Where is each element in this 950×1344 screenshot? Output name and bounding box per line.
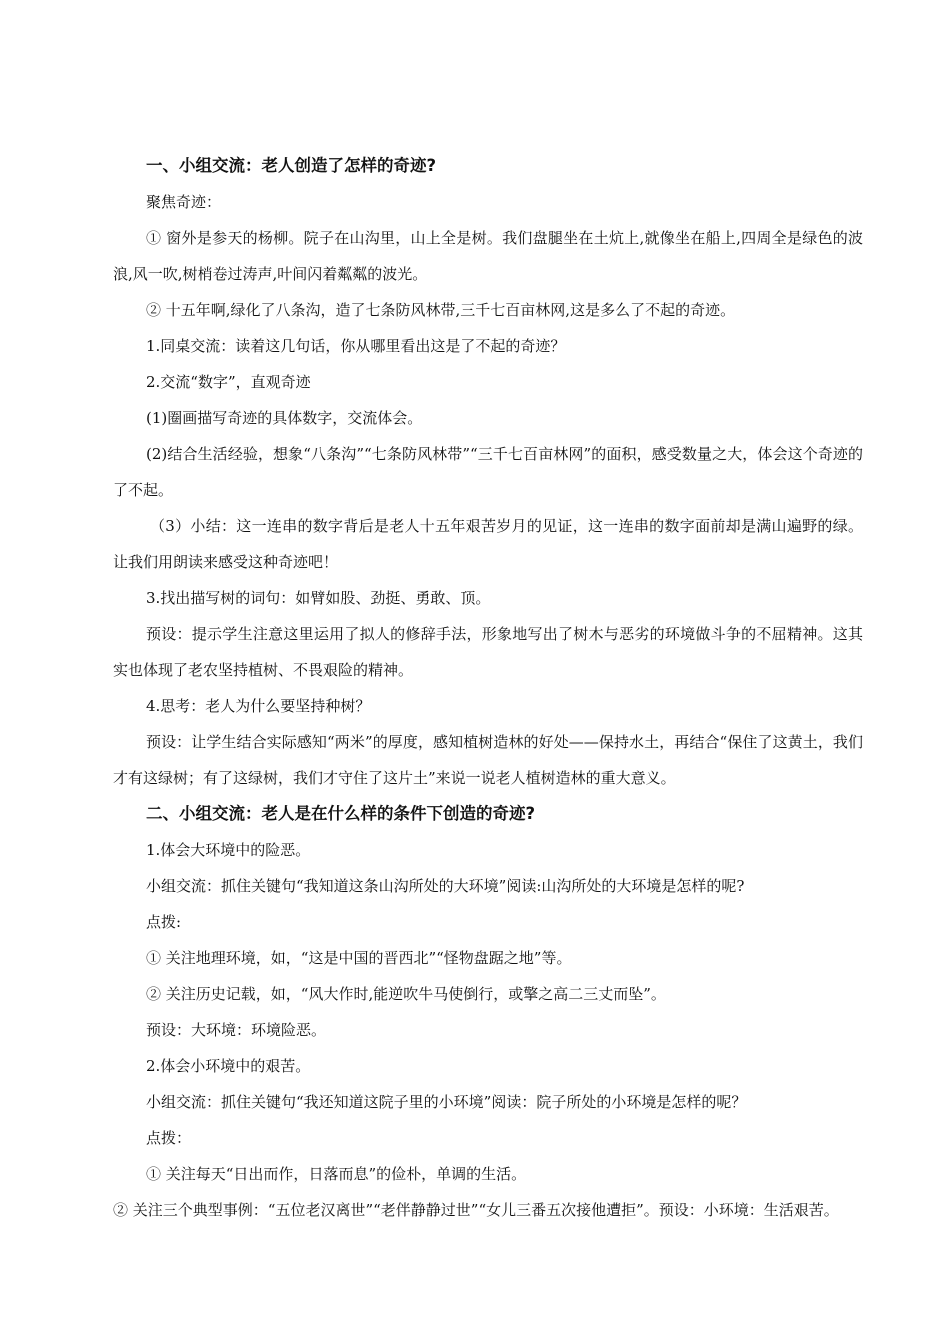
paragraph: ② 十五年啊,绿化了八条沟，造了七条防风林带,三千七百亩林网,这是多么了不起的奇迹。	[146, 301, 736, 319]
section-heading-1: 一、小组交流：老人创造了怎样的奇迹?	[146, 156, 437, 175]
paragraph: 预设：让学生结合实际感知“两米”的厚度，感知植树造林的好处——保持水土，再结合“保住了这黄土，我们才有这绿树；有了这绿树，我们才守住了这片土”来说一说老人植树造林的重大意义。	[113, 733, 863, 787]
paragraph: ② 关注三个典型事例：“五位老汉离世”“老伴静静过世”“女儿三番五次接他遭拒”。预设：小环境：生活艰苦。	[113, 1201, 839, 1219]
paragraph: 小组交流：抓住关键句“我知道这条山沟所处的大环境”阅读:山沟所处的大环境是怎样的呢?	[146, 877, 745, 895]
paragraph: （3）小结：这一连串的数字背后是老人十五年艰苦岁月的见证，这一连串的数字面前却是满山遍野的绿。让我们用朗读来感受这种奇迹吧！	[113, 517, 863, 571]
paragraph: ① 关注每天“日出而作，日落而息”的俭朴，单调的生活。	[146, 1165, 527, 1183]
paragraph: 点拨：	[146, 1129, 192, 1147]
paragraph: 2.交流“数字”，直观奇迹	[146, 373, 311, 391]
paragraph: 3.找出描写树的词句：如臂如股、劲挺、勇敢、顶。	[146, 589, 491, 607]
paragraph: 聚焦奇迹：	[146, 193, 222, 211]
paragraph: ① 关注地理环境，如，“这是中国的晋西北”“怪物盘踞之地”等。	[146, 949, 572, 967]
paragraph: ① 窗外是参天的杨柳。院子在山沟里，山上全是树。我们盘腿坐在土炕上,就像坐在船上,四周全是绿色的波浪,风一吹,树梢卷过涛声,叶间闪着粼粼的波光。	[113, 229, 863, 283]
paragraph: (2)结合生活经验，想象“八条沟”“七条防风林带”“三千七百亩林网”的面积，感受数量之大，体会这个奇迹的了不起。	[113, 445, 863, 499]
paragraph: 预设：提示学生注意这里运用了拟人的修辞手法，形象地写出了树木与恶劣的环境做斗争的不屈精神。这其实也体现了老农坚持植树、不畏艰险的精神。	[113, 625, 863, 679]
paragraph: (1)圈画描写奇迹的具体数字，交流体会。	[146, 409, 423, 427]
paragraph: ② 关注历史记载，如，“风大作时,能逆吹牛马使倒行，或擎之高二三丈而坠”。	[146, 985, 666, 1003]
paragraph: 点拨:	[146, 913, 182, 931]
paragraph: 2.体会小环境中的艰苦。	[146, 1057, 311, 1075]
paragraph: 小组交流：抓住关键句“我还知道这院子里的小环境”阅读：院子所处的小环境是怎样的呢？	[146, 1093, 747, 1111]
paragraph: 1.体会大环境中的险恶。	[146, 841, 311, 859]
paragraph: 4.思考：老人为什么要坚持种树？	[146, 697, 371, 715]
paragraph: 预设：大环境：环境险恶。	[146, 1021, 327, 1039]
document-page	[113, 148, 863, 1228]
paragraph: 1.同桌交流：读着这几句话，你从哪里看出这是了不起的奇迹？	[146, 337, 566, 355]
section-heading-2: 二、小组交流：老人是在什么样的条件下创造的奇迹?	[146, 804, 536, 823]
